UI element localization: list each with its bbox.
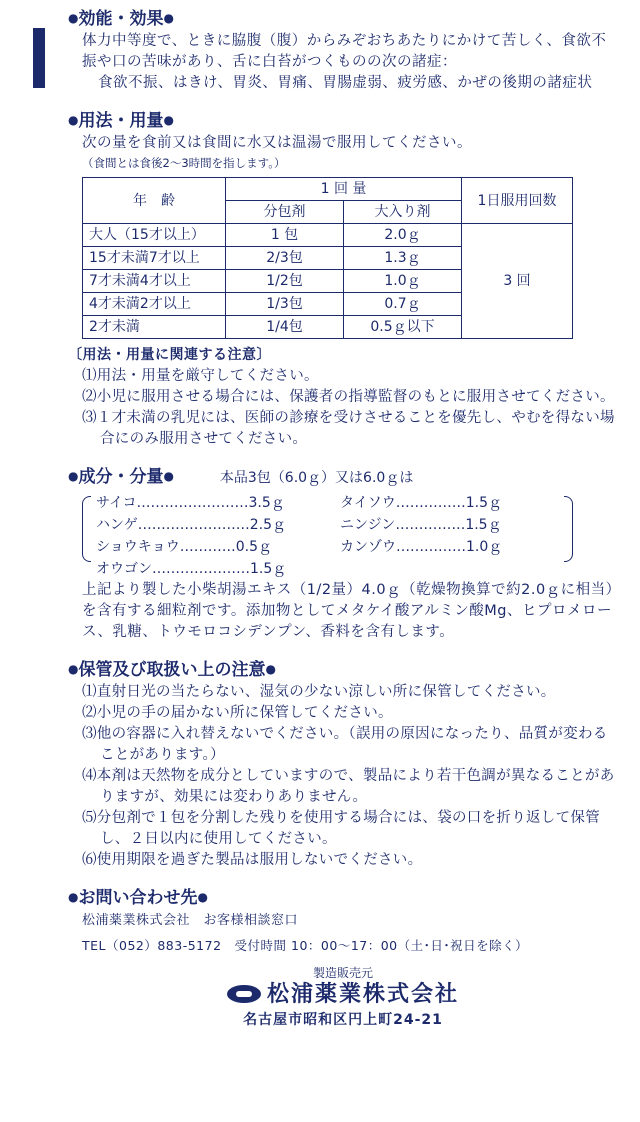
ingredient-item: ニンジン……………1.5ｇ: [340, 517, 502, 533]
ingredients-body: 上記より製した小柴胡湯エキス（1/2量）4.0ｇ（乾燥物換算で約2.0ｇに相当）を含有する細粒剤です。添加物としてメタケイ酸アルミン酸Mg、ヒプロメロース、乳糖、トウモロコシデンプン、香料を含有します。: [82, 582, 614, 640]
contact-company: 松浦薬業株式会社 お客様相談窓口: [82, 913, 299, 928]
storage-item: ⑷本剤は天然物を成分としていますので、製品により若干色調が異なることがありますが、効果には変わりありません。: [82, 768, 615, 805]
bracket-left: [82, 496, 91, 562]
ingredient-item: タイソウ……………1.5ｇ: [340, 495, 502, 511]
ingredient-item: ショウキョウ…………0.5ｇ: [96, 539, 272, 555]
efficacy-body: 体力中等度で、ときに脇腹（腹）からみぞおちあたりにかけて苦しく、食欲不振や口の苦味があり、舌に白苔がつくものの次の諸症：: [82, 33, 607, 70]
bulk-cell: 1.0ｇ: [344, 270, 462, 293]
usage-notes-title: 〔用法・用量に関連する注意〕: [68, 347, 271, 363]
table-row: [83, 224, 573, 247]
ingredients-list: [82, 492, 618, 580]
packet-cell: 1 包: [226, 224, 344, 247]
col-dose-header: 1 回 量: [226, 178, 462, 201]
sub-packet-header: 分包剤: [226, 201, 344, 224]
age-cell: 4才未満2才以上: [83, 293, 226, 316]
company-logo-icon: [227, 985, 261, 1003]
ingredient-item: カンゾウ……………1.0ｇ: [340, 539, 503, 555]
ingredients-heading: ●成分・分量● 本品3包（6.0ｇ）又は6.0ｇは: [68, 467, 414, 487]
packet-cell: 1/4包: [226, 316, 344, 339]
bulk-cell: 2.0ｇ: [344, 224, 462, 247]
usage-body: 次の量を食前又は食間に水又は温湯で服用してください。: [82, 135, 472, 151]
maker-label: 製造販売元: [312, 966, 373, 980]
storage-item: ⑶他の容器に入れ替えないでください。（誤用の原因になったり、品質が変わることがあります。）: [82, 726, 608, 763]
storage-item: ⑸分包剤で１包を分割した残りを使用する場合には、袋の口を折り返して保管し、２日以内に使用してください。: [82, 810, 600, 847]
age-cell: 15才未満7才以上: [83, 247, 226, 270]
contact-tel: TEL（052）883-5172 受付時間 10：00〜17：00（土･日･祝日を除く）: [82, 938, 529, 953]
bulk-cell: 0.5ｇ以下: [344, 316, 462, 339]
ingredients-basis: 本品3包（6.0ｇ）又は6.0ｇは: [219, 470, 414, 486]
ingredient-item: サイコ……………………3.5ｇ: [96, 495, 285, 511]
maker-address: 名古屋市昭和区円上町24-21: [243, 1012, 443, 1028]
side-bar-accent: [33, 28, 45, 88]
packet-cell: 2/3包: [226, 247, 344, 270]
storage-heading: ●保管及び取扱い上の注意●: [68, 660, 276, 680]
efficacy-heading: ●効能・効果●: [68, 9, 174, 29]
usage-note-item: ⑵小児に服用させる場合には、保護者の指導監督のもとに服用させてください。: [82, 389, 615, 405]
maker-block: [68, 964, 618, 1029]
usage-note-item: ⑴用法・用量を厳守してください。: [82, 368, 319, 384]
usage-note-item: ⑶１才未満の乳児には、医師の診療を受けさせることを優先し、やむを得ない場合にのみ服用させてください。: [82, 410, 615, 447]
packet-cell: 1/2包: [226, 270, 344, 293]
ingredient-item: オウゴン…………………1.5ｇ: [96, 561, 287, 577]
usage-note: （食間とは食後2〜3時間を指します。）: [82, 156, 286, 170]
bracket-right: [564, 496, 573, 562]
package-insert: [68, 6, 618, 1029]
age-cell: 大人（15才以上）: [83, 224, 226, 247]
usage-heading: ●用法・用量●: [68, 111, 174, 131]
storage-item: ⑹使用期限を過ぎた製品は服用しないでください。: [82, 852, 423, 868]
efficacy-symptoms: 食欲不振、はきけ、胃炎、胃痛、胃腸虚弱、疲労感、かぜの後期の諸症状: [98, 75, 593, 91]
col-times-header: 1日服用回数: [462, 178, 573, 224]
age-cell: 2才未満: [83, 316, 226, 339]
bulk-cell: 1.3ｇ: [344, 247, 462, 270]
storage-item: ⑵小児の手の届かない所に保管してください。: [82, 705, 393, 721]
ingredient-item: ハンゲ……………………2.5ｇ: [96, 517, 286, 533]
sub-bulk-header: 大入り剤: [344, 201, 462, 224]
storage-item: ⑴直射日光の当たらない、湿気の少ない涼しい所に保管してください。: [82, 684, 556, 700]
age-cell: 7才未満4才以上: [83, 270, 226, 293]
times-cell: 3 回: [462, 224, 573, 339]
contact-heading: ●お問い合わせ先●: [68, 888, 208, 908]
maker-name: 松浦薬業株式会社: [68, 981, 618, 1009]
col-age-header: 年 齢: [83, 178, 226, 224]
packet-cell: 1/3包: [226, 293, 344, 316]
bulk-cell: 0.7ｇ: [344, 293, 462, 316]
dosage-table: [82, 177, 573, 339]
